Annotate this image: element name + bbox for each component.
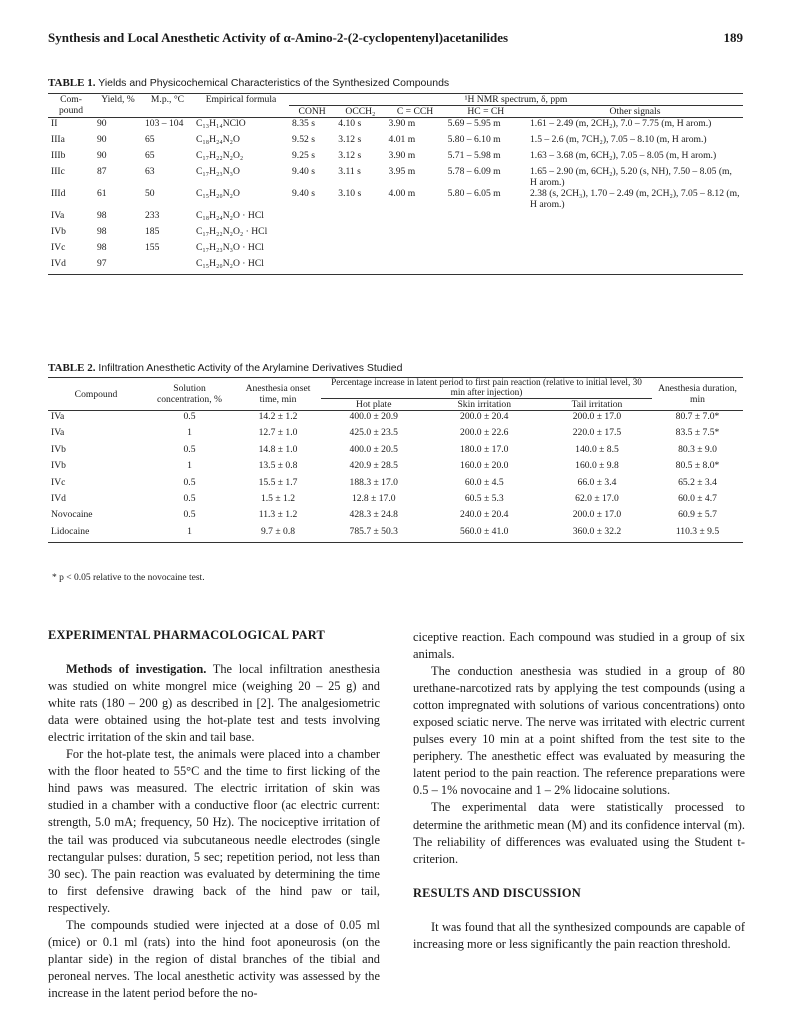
t1-cell (289, 258, 335, 275)
t2-cell: 60.5 ± 5.3 (464, 492, 504, 504)
t1-cell: 61 (97, 188, 107, 199)
t2-cell: 0.5 (183, 509, 196, 521)
t2-head-percentage: Percentage increase in latent period to first pain reaction (relative to initial level, 30 min after injection) (321, 378, 652, 399)
t1-cell: 90 (97, 118, 107, 129)
t1-row (48, 258, 743, 275)
t2-cell: 1 (187, 525, 192, 537)
methods-paragraph (48, 661, 380, 746)
t2-cell: 200.0 ± 17.0 (572, 509, 622, 521)
t1-cell: 155 (145, 242, 160, 253)
t1-cell (386, 210, 445, 226)
t2-cell: 360.0 ± 32.2 (572, 525, 622, 537)
t2-cell: 200.0 ± 17.0 (572, 411, 622, 422)
table2-caption-text: Infiltration Anesthetic Activity of the Arylamine Derivatives Studied (98, 362, 403, 374)
t2-cell: 15.5 ± 1.7 (258, 476, 298, 488)
page-number: 189 (723, 30, 743, 45)
t1-cell: 3.90 m (388, 118, 416, 129)
t2-cell: Lidocaine (51, 525, 90, 537)
t1-head-yield: Yield, % (94, 94, 142, 118)
t2-cell: 14.8 ± 1.0 (258, 443, 298, 455)
t1-cell: IIIb (51, 150, 66, 161)
t2-row (48, 509, 743, 525)
t2-head-hot-plate: Hot plate (356, 399, 392, 410)
t2-head-tail: Tail irritation (571, 399, 623, 410)
t1-cell: 98 (97, 210, 107, 221)
t2-row (48, 444, 743, 460)
t1-cell: C₁₅H₂₀N₂O (196, 188, 240, 199)
t1-cell: 3.12 s (338, 134, 362, 145)
t1-head-conh: CONH (298, 106, 326, 117)
t1-row (48, 166, 743, 188)
methods-label: Methods of investigation. (66, 662, 207, 677)
t2-cell: 0.5 (183, 411, 196, 422)
t1-cell (289, 210, 335, 226)
t1-cell: 87 (97, 166, 107, 177)
t1-cell: 3.12 s (338, 150, 362, 161)
t1-head-other: Other signals (609, 106, 661, 117)
t1-cell: 5.80 – 6.05 m (447, 188, 501, 199)
t1-cell (335, 258, 385, 275)
t1-cell: 1.5 – 2.6 (m, 7CH₂), 7.05 – 8.10 (m, H arom.) (530, 134, 707, 145)
t2-cell: IVc (51, 476, 66, 488)
t2-cell: 160.0 ± 20.0 (460, 460, 509, 472)
t2-cell: IVa (51, 411, 65, 422)
t1-cell: C₁₈H₂₄N₂O (196, 134, 240, 145)
t1-head-occh2: OCCH₂ (345, 106, 376, 117)
table1-caption (48, 77, 449, 89)
t1-cell: 3.90 m (388, 150, 416, 161)
t1-cell: IIIc (51, 166, 65, 177)
methods-text: The local infiltration anesthesia was studied on white mongrel mice (weighing 20 – 25 g) and white rats (180 – 200 g) as described in [2]. The analgesiometric data were obtained using the hot-plate test and tests involving electric irritation of the skin and tail base. (48, 662, 380, 745)
t1-head-formula: Empirical formula (193, 94, 289, 118)
t1-cell: 5.80 – 6.10 m (447, 134, 501, 145)
t1-head-hcch: HC = CH (467, 106, 505, 117)
t2-cell: 0.5 (183, 476, 196, 488)
t1-cell: IIIa (51, 134, 65, 145)
t1-cell: 1.65 – 2.90 (m, 6CH₂), 5.20 (s, NH), 7.50 – 8.05 (m, H arom.) (530, 166, 732, 188)
t1-cell: IVd (51, 258, 66, 269)
t1-cell: 2.38 (s, 2CH₃), 1.70 – 2.49 (m, 2CH₂), 7.05 – 8.12 (m, H arom.) (530, 188, 740, 210)
t2-cell: 60.0 ± 4.5 (464, 476, 504, 488)
t2-cell: 1 (187, 427, 192, 439)
results-heading: RESULTS AND DISCUSSION (413, 885, 581, 900)
t1-cell: 50 (145, 188, 155, 199)
t1-cell (527, 242, 743, 258)
t2-cell: 66.0 ± 3.4 (577, 476, 617, 488)
t2-head-duration: Anesthesia duration, min (652, 378, 743, 411)
t2-cell: 11.3 ± 1.2 (258, 509, 298, 521)
t2-cell: 65.2 ± 3.4 (678, 476, 717, 488)
t2-cell: 160.0 ± 9.8 (575, 460, 619, 472)
table2 (48, 377, 743, 543)
t1-cell: IVb (51, 226, 66, 237)
t1-cell (335, 226, 385, 242)
t1-cell: 1.63 – 3.68 (m, 6CH₂), 7.05 – 8.05 (m, H arom.) (530, 150, 717, 161)
t1-cell: IIId (51, 188, 66, 199)
t1-cell (527, 258, 743, 275)
t1-cell: 3.95 m (388, 166, 416, 177)
t1-cell: 65 (145, 150, 155, 161)
t1-cell: 4.10 s (338, 118, 362, 129)
t2-head-onset: Anesthesia onset time, min (235, 378, 321, 411)
t2-cell: 80.7 ± 7.0* (675, 411, 720, 422)
t2-cell: Novocaine (51, 509, 93, 521)
t1-cell (289, 242, 335, 258)
t1-cell: 1.61 – 2.49 (m, 2CH₂), 7.0 – 7.75 (m, H arom.) (530, 118, 712, 129)
t2-cell: 785.7 ± 50.3 (349, 525, 398, 537)
t2-cell: 1 (187, 460, 192, 472)
t2-cell: 0.5 (183, 443, 196, 455)
t1-cell: C₁₈H₂₄N₂O · HCl (196, 210, 264, 221)
t1-cell: C₁₇H₂₃N₃O · HCl (196, 242, 264, 253)
t2-head-solution: Solution concentration, % (144, 378, 235, 411)
t1-cell (445, 226, 527, 242)
conduction-paragraph: The conduction anesthesia was studied in a group of 80 urethane-narcotized rats by applying the test compounds (using a cotton impregnated with solutions of various concentrations) onto exposed sciatic nerve. The nerve was irritated with electric current pulses every 10 min at a point shifted from the test site to the periphery. The anesthetic effect was evaluated by measuring the latent period to the pain reaction. The reference preparations were 0.5 – 1% novocaine and 1 – 2% lidocaine solutions. (413, 664, 745, 798)
table2-footnote: * p < 0.05 relative to the novocaine test. (52, 573, 205, 583)
t2-cell: IVb (51, 443, 66, 455)
t1-row (48, 118, 743, 135)
table1 (48, 93, 743, 275)
t1-cell (445, 210, 527, 226)
t1-cell: 5.71 – 5.98 m (447, 150, 501, 161)
t2-cell: 420.9 ± 28.5 (349, 460, 398, 472)
t1-head-ccch: C = CCH (396, 106, 434, 117)
statistics-paragraph: The experimental data were statistically processed to determine the arithmetic mean (M) and its confidence interval (m). The reliability of differences was evaluated using the Student t-criterion. (413, 800, 745, 866)
table2-body (48, 411, 743, 543)
t2-row (48, 477, 743, 493)
t1-cell: C₁₇H₂₂N₂O₂ · HCl (196, 226, 268, 237)
running-header (48, 30, 743, 46)
t1-cell: IVa (51, 210, 65, 221)
table2-caption (48, 362, 402, 374)
t1-cell: 97 (97, 258, 107, 269)
t2-cell: 200.0 ± 20.4 (460, 411, 509, 422)
t2-cell: 13.5 ± 0.8 (258, 460, 298, 472)
t1-cell (527, 210, 743, 226)
t2-head-compound: Compound (48, 378, 144, 411)
t1-head-nmr: ¹H NMR spectrum, δ, ppm (289, 94, 743, 106)
t1-cell: C₁₇H₂₂N₂O₂ (196, 150, 244, 161)
hot-plate-paragraph: For the hot-plate test, the animals were placed into a chamber with the floor heated to 55°C and the time to first licking of the hind paws was measured. The electric irritation of skin was studied in a chamber with a conductive floor (ac electric current: strength, 5.0 mA; frequency, 50 Hz). The nociceptive irritation of the tail was produced via subcutaneous needle electrodes (single rectangular pulses: duration, 5 sec; repetition period, not less than 30 sec). The pain reaction was evaluated by determining the time to first defensive drawing back of the hind paw or tail, respectively. (48, 747, 380, 915)
t2-cell: 240.0 ± 20.4 (460, 509, 509, 521)
t2-cell: IVd (51, 492, 66, 504)
t1-cell: C₁₅H₂₀N₂O · HCl (196, 258, 264, 269)
nociceptive-paragraph: ciceptive reaction. Each compound was studied in a group of six animals. (413, 630, 745, 662)
t1-head-mp: M.p., °C (142, 94, 193, 118)
t1-cell: 90 (97, 134, 107, 145)
t1-cell: 4.01 m (388, 134, 416, 145)
t1-cell: 3.10 s (338, 188, 362, 199)
t2-cell: 425.0 ± 23.5 (349, 427, 398, 439)
t1-row (48, 242, 743, 258)
t1-cell: 9.40 s (292, 188, 315, 199)
t1-cell: 8.35 s (292, 118, 315, 129)
injection-paragraph: The compounds studied were injected at a dose of 0.05 ml (mice) or 0.1 ml (rats) into the hind foot aponeurosis (on the plantar side) in the region of distal branches of the tibial and peroneal nerves. The local anesthetic activity was assessed by the increase in the latent period before the no- (48, 917, 380, 1000)
t2-cell: 14.2 ± 1.2 (258, 411, 298, 422)
t1-cell: 9.25 s (292, 150, 315, 161)
t1-cell: II (51, 118, 58, 129)
t2-head-skin: Skin irritation (457, 399, 512, 410)
t1-cell: 98 (97, 226, 107, 237)
t1-cell (527, 226, 743, 242)
t1-cell: 4.00 m (388, 188, 416, 199)
t1-row (48, 134, 743, 150)
t1-cell (445, 258, 527, 275)
t2-cell: 80.3 ± 9.0 (678, 443, 717, 455)
t1-cell: 5.69 – 5.95 m (447, 118, 501, 129)
t1-cell (335, 242, 385, 258)
t2-cell: 80.5 ± 8.0* (675, 460, 720, 472)
results-paragraph: It was found that all the synthesized compounds are capable of increasing more or less significantly the pain reaction threshold. (413, 919, 745, 951)
t2-cell: 140.0 ± 8.5 (575, 443, 619, 455)
t1-cell (335, 210, 385, 226)
t1-cell (445, 242, 527, 258)
t1-cell: C₁₃H₁₄NClO (196, 118, 246, 129)
left-column (48, 627, 380, 1002)
t1-row (48, 210, 743, 226)
t1-cell (386, 242, 445, 258)
experimental-heading: EXPERIMENTAL PHARMACOLOGICAL PART (48, 628, 325, 642)
t2-cell: 110.3 ± 9.5 (675, 525, 720, 537)
t2-row (48, 411, 743, 428)
table1-label: TABLE 1. (48, 77, 96, 89)
t1-cell: C₁₇H₂₃N₃O (196, 166, 240, 177)
running-title: Synthesis and Local Anesthetic Activity of α-Amino-2-(2-cyclopentenyl)acetanilides (48, 30, 509, 45)
t2-cell: 200.0 ± 22.6 (460, 427, 509, 439)
t1-row (48, 188, 743, 210)
t1-row (48, 226, 743, 242)
t2-cell: 83.5 ± 7.5* (675, 427, 720, 439)
t1-cell: 5.78 – 6.09 m (447, 166, 501, 177)
t1-cell: 9.40 s (292, 166, 315, 177)
t1-cell: 185 (145, 226, 160, 237)
right-column (413, 629, 745, 953)
t1-cell (386, 258, 445, 275)
t1-cell: 9.52 s (292, 134, 315, 145)
t2-row (48, 460, 743, 476)
t2-cell: IVb (51, 460, 66, 472)
t2-cell: 560.0 ± 41.0 (460, 525, 509, 537)
t1-cell: 63 (145, 166, 155, 177)
t2-row (48, 526, 743, 543)
t2-row (48, 427, 743, 443)
t1-cell: IVc (51, 242, 66, 253)
t1-cell: 103 – 104 (145, 118, 184, 129)
t1-cell: 90 (97, 150, 107, 161)
table1-body (48, 118, 743, 275)
t2-cell: 400.0 ± 20.5 (349, 443, 398, 455)
t2-row (48, 493, 743, 509)
table1-caption-text: Yields and Physicochemical Characteristics of the Synthesized Compounds (98, 77, 450, 89)
t2-cell: 400.0 ± 20.9 (349, 411, 398, 422)
table2-label: TABLE 2. (48, 362, 96, 374)
t1-cell: 98 (97, 242, 107, 253)
t2-cell: 0.5 (183, 492, 196, 504)
t2-cell: 1.5 ± 1.2 (260, 492, 296, 504)
t1-row (48, 150, 743, 166)
t2-cell: 9.7 ± 0.8 (260, 525, 296, 537)
t2-cell: 60.9 ± 5.7 (678, 509, 717, 521)
t2-cell: IVa (51, 427, 65, 439)
t1-cell: 233 (145, 210, 160, 221)
t1-cell (289, 226, 335, 242)
t2-cell: 12.7 ± 1.0 (258, 427, 298, 439)
t1-cell: 3.11 s (338, 166, 361, 177)
t2-cell: 188.3 ± 17.0 (349, 476, 398, 488)
t2-cell: 12.8 ± 17.0 (351, 492, 396, 504)
t2-cell: 60.0 ± 4.7 (678, 492, 717, 504)
t2-cell: 220.0 ± 17.5 (572, 427, 622, 439)
t2-cell: 180.0 ± 17.0 (460, 443, 509, 455)
t2-cell: 428.3 ± 24.8 (349, 509, 398, 521)
t1-cell (142, 258, 193, 275)
t1-cell: 65 (145, 134, 155, 145)
t1-head-compound: Com-pound (48, 94, 94, 118)
t1-cell (386, 226, 445, 242)
t2-cell: 62.0 ± 17.0 (575, 492, 619, 504)
